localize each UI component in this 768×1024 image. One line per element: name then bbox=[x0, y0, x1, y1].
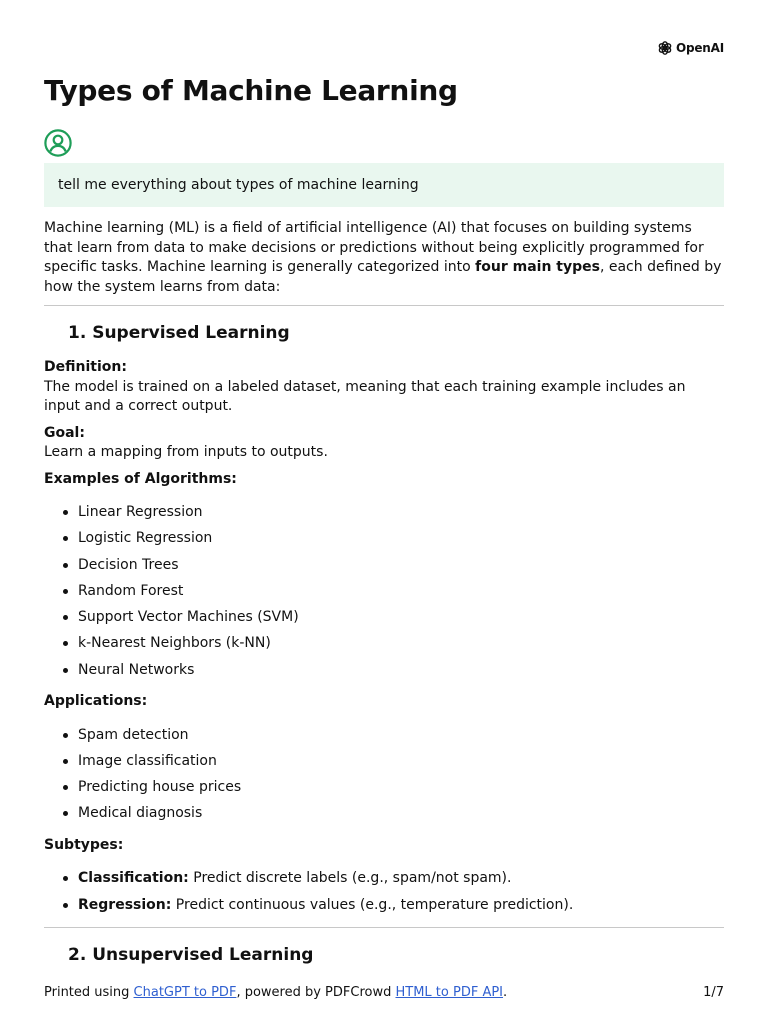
subtypes-label: Subtypes: bbox=[44, 836, 124, 853]
list-item: Random Forest bbox=[44, 578, 724, 604]
section-divider bbox=[44, 305, 724, 306]
footer-middle: , powered by PDFCrowd bbox=[236, 985, 396, 1000]
intro-text-1: Machine learning (ML) is a field of artificial intelligence (AI) that focuses on building systems that learn from data to make decisions or predictions without being explicitly programmed for specific tasks. Machine learning is generally categorized into bbox=[44, 220, 704, 275]
list-item bbox=[44, 892, 724, 918]
page-footer bbox=[44, 984, 724, 1002]
subtype-label: Regression: bbox=[78, 896, 172, 913]
subtype-text: Predict discrete labels (e.g., spam/not spam). bbox=[188, 870, 512, 887]
list-item: Spam detection bbox=[44, 722, 724, 748]
openai-brand bbox=[657, 40, 724, 56]
list-item bbox=[44, 865, 724, 891]
definition-text: The model is trained on a labeled dataset, meaning that each training example includes an input and a correct output. bbox=[44, 378, 686, 414]
list-item: Predicting house prices bbox=[44, 774, 724, 800]
footer-suffix: . bbox=[503, 985, 508, 1000]
chatgpt-to-pdf-link[interactable]: ChatGPT to PDF bbox=[133, 985, 237, 1000]
list-item: Neural Networks bbox=[44, 657, 724, 683]
list-item: k-Nearest Neighbors (k-NN) bbox=[44, 630, 724, 656]
page-number: 1/7 bbox=[703, 985, 724, 1000]
intro-paragraph bbox=[44, 219, 724, 297]
applications-label: Applications: bbox=[44, 693, 148, 710]
goal-text: Learn a mapping from inputs to outputs. bbox=[44, 444, 328, 460]
subtype-label: Classification: bbox=[78, 870, 189, 887]
section-heading-unsupervised: 2. Unsupervised Learning bbox=[68, 944, 314, 965]
user-avatar-icon bbox=[44, 129, 72, 157]
section-divider bbox=[44, 927, 724, 928]
intro-bold: four main types bbox=[475, 259, 600, 275]
intro-text-2: , each defined by how the system learns from data: bbox=[44, 259, 722, 295]
list-item: Linear Regression bbox=[44, 499, 724, 525]
user-prompt bbox=[44, 163, 724, 207]
footer-prefix: Printed using bbox=[44, 985, 134, 1000]
list-item: Medical diagnosis bbox=[44, 800, 724, 826]
subtypes-list bbox=[44, 865, 724, 918]
html-to-pdf-api-link[interactable]: HTML to PDF API bbox=[395, 985, 504, 1000]
algorithms-label: Examples of Algorithms: bbox=[44, 470, 237, 487]
goal-block bbox=[44, 424, 724, 463]
subtype-text: Predict continuous values (e.g., temperature prediction). bbox=[171, 896, 574, 913]
brand-name: OpenAI bbox=[675, 41, 724, 55]
section-heading-supervised: 1. Supervised Learning bbox=[68, 323, 290, 343]
list-item: Support Vector Machines (SVM) bbox=[44, 604, 724, 630]
list-item: Decision Trees bbox=[44, 552, 724, 578]
applications-list bbox=[44, 722, 724, 827]
page-title: Types of Machine Learning bbox=[44, 74, 458, 107]
list-item: Logistic Regression bbox=[44, 525, 724, 551]
user-prompt-text: tell me everything about types of machine learning bbox=[58, 177, 419, 193]
footer-credit bbox=[44, 984, 507, 1002]
response-content bbox=[44, 219, 724, 967]
definition-label: Definition: bbox=[44, 359, 127, 375]
algorithms-list bbox=[44, 499, 724, 683]
openai-logo-icon bbox=[657, 40, 673, 56]
goal-label: Goal: bbox=[44, 424, 85, 441]
definition-block bbox=[44, 358, 724, 417]
list-item: Image classification bbox=[44, 748, 724, 774]
